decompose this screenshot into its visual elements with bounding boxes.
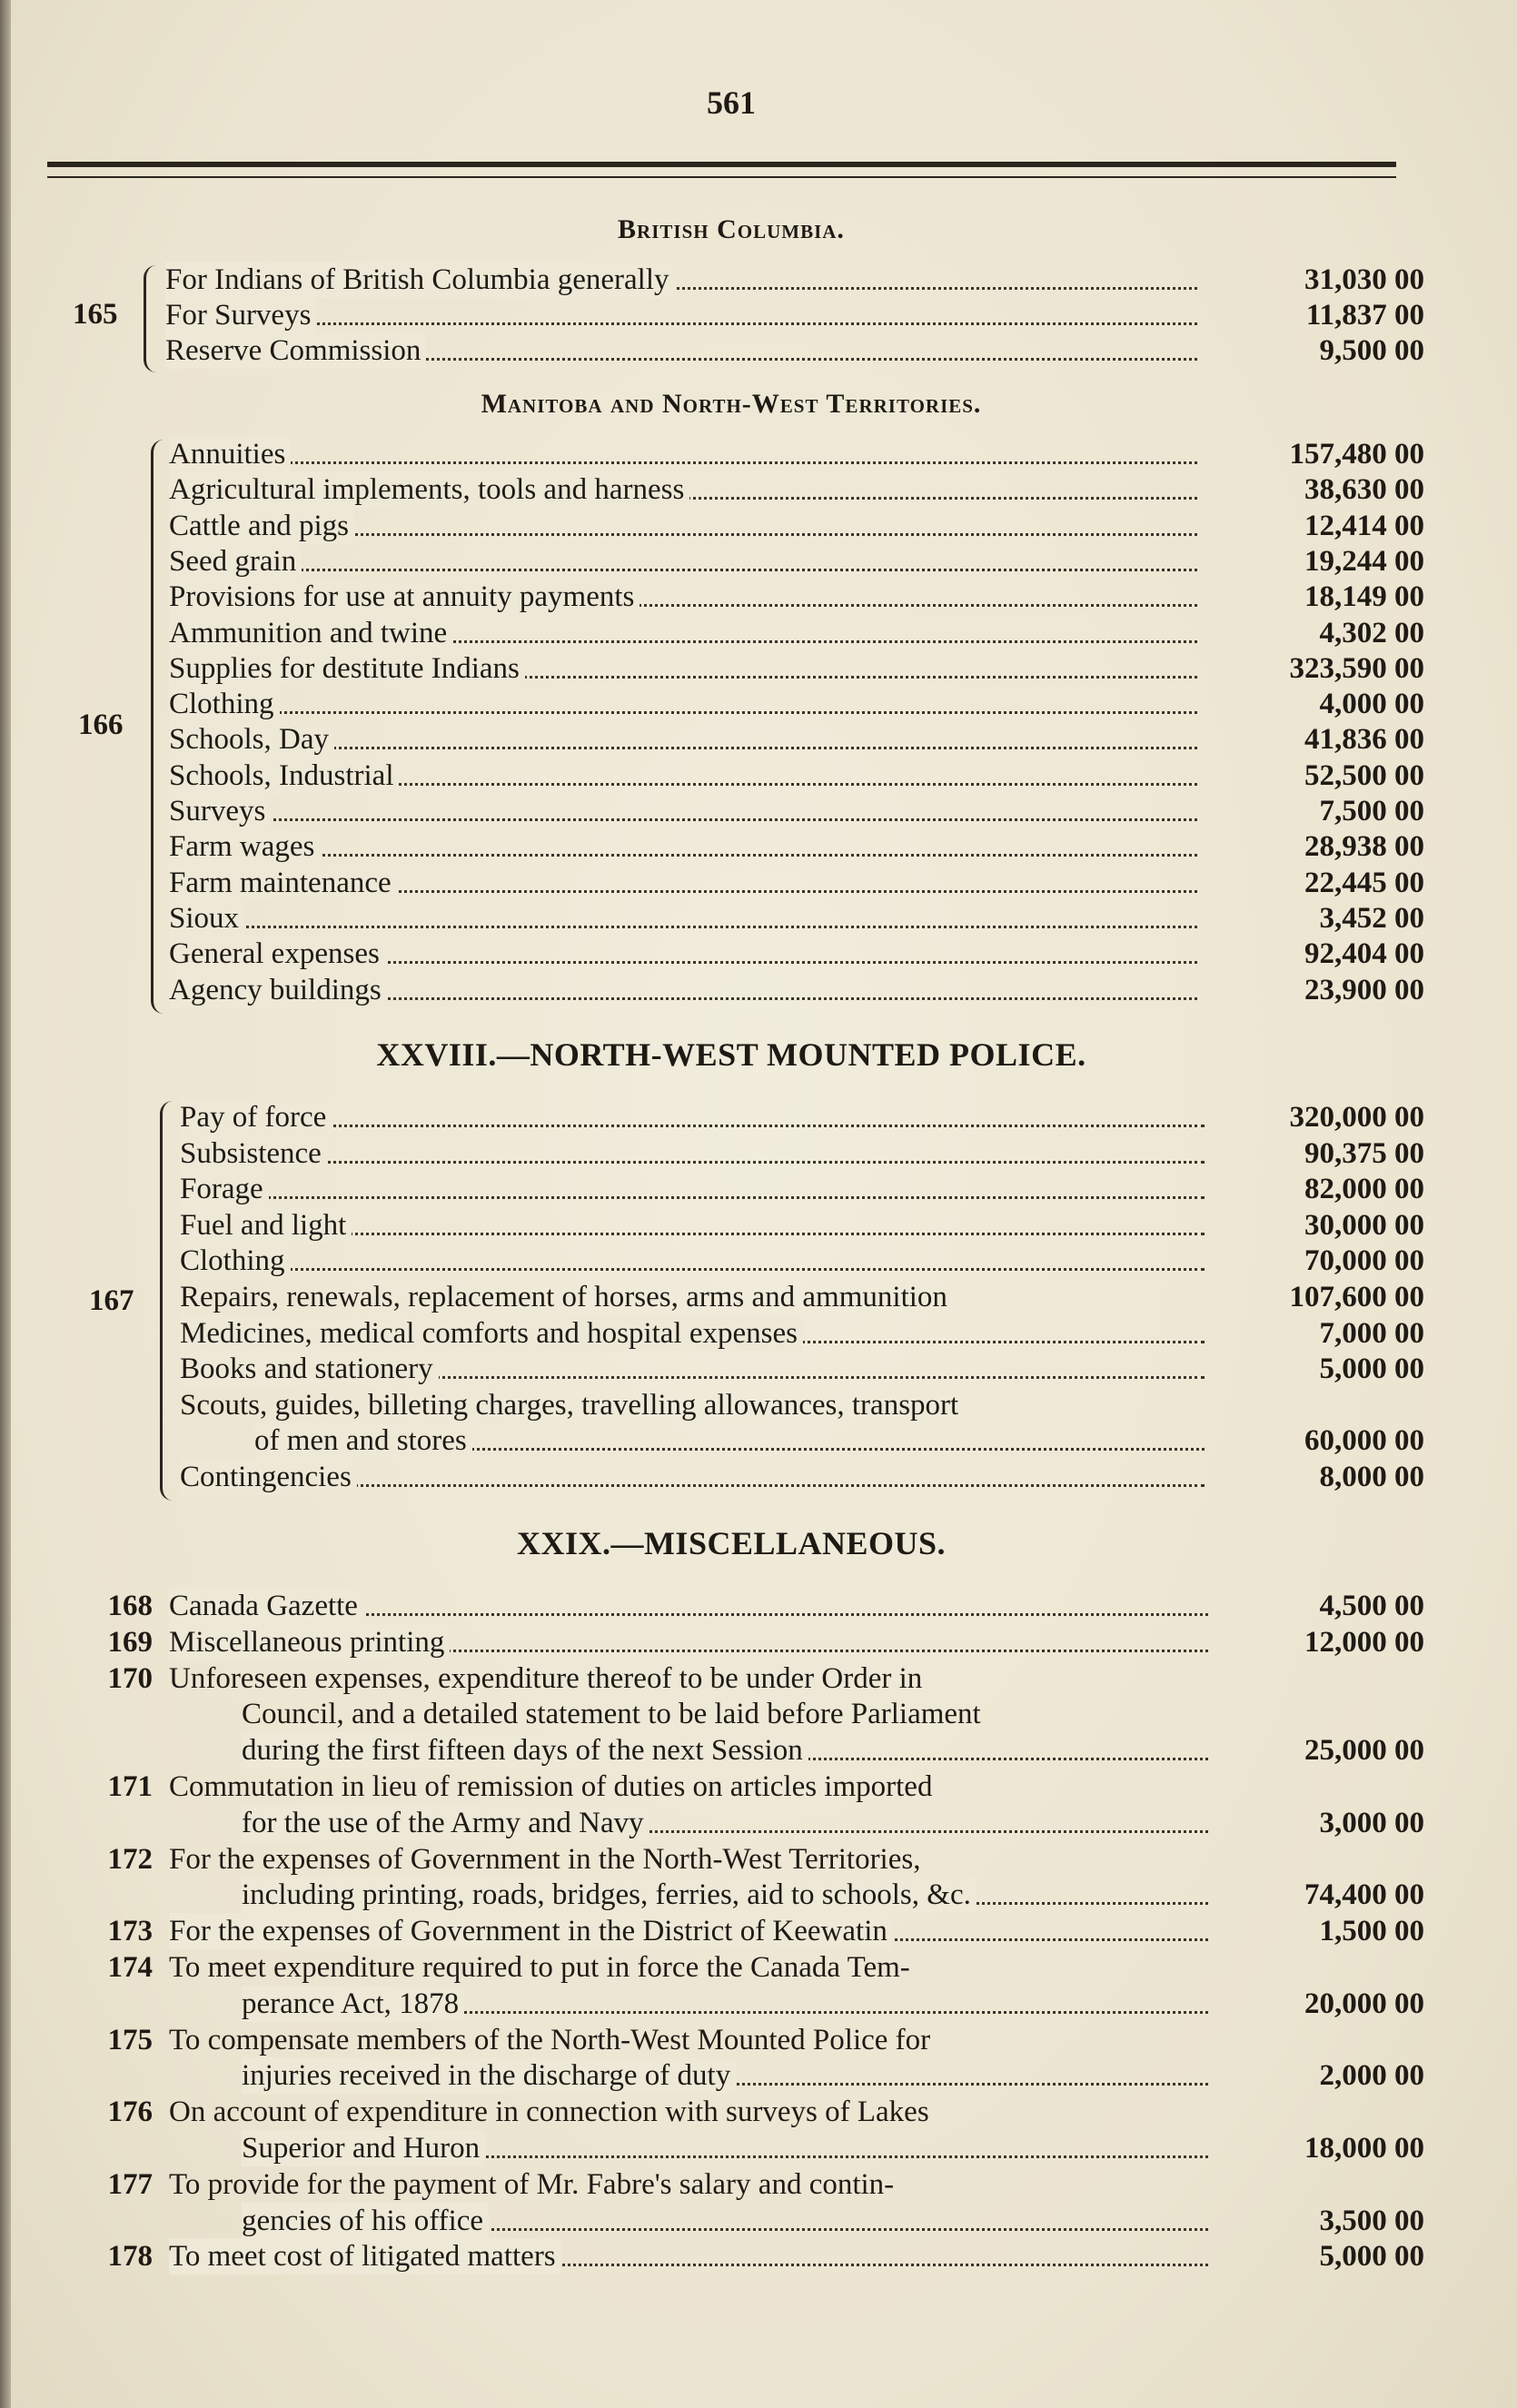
line-item-label: Fuel and light	[180, 1207, 352, 1244]
misc-item-text: To compensate members of the North-West Mounted Police for	[169, 2024, 931, 2056]
book-spine-edge	[0, 0, 11, 2408]
line-item-label: Supplies for destitute Indians	[169, 650, 525, 687]
misc-line-item	[242, 2057, 1208, 2094]
line-item-amount: 82,000 00	[1304, 1173, 1424, 1205]
line-item-label: For Surveys	[165, 297, 316, 333]
line-item-amount: 12,000 00	[1304, 1626, 1424, 1659]
police-line-item	[180, 1315, 1205, 1352]
line-item-amount: 38,630 00	[1304, 473, 1424, 506]
line-item-label-wrap	[180, 1387, 1205, 1423]
line-item-amount: 157,480 00	[1289, 438, 1424, 471]
misc-item-number: 177	[107, 2168, 153, 2201]
line-item-label: Contingencies	[180, 1459, 357, 1495]
police-line-item	[180, 1135, 1205, 1172]
police-line-item	[180, 1243, 1205, 1279]
line-item-label-wrap	[180, 1099, 1205, 1135]
line-item-label: Repairs, renewals, replacement of horses, arms and ammunition	[180, 1281, 947, 1313]
brace-167	[160, 1101, 175, 1501]
misc-item-number: 169	[107, 1626, 153, 1659]
misc-item-text: For the expenses of Government in the North-West Territories,	[169, 1843, 921, 1876]
misc-item-number: 171	[107, 1770, 153, 1803]
misc-item-number: 178	[107, 2240, 153, 2273]
line-item-label: Ammunition and twine	[169, 615, 452, 651]
line-item-amount: 4,302 00	[1319, 617, 1424, 649]
line-item-label-wrap	[169, 508, 1197, 544]
line-item-label: during the first fifteen days of the next Session	[242, 1732, 808, 1769]
police-line-item	[180, 1279, 1205, 1315]
manitoba-line-item	[169, 579, 1197, 615]
line-item-label-wrap	[180, 1459, 1205, 1495]
police-line-item	[180, 1459, 1205, 1495]
police-line-item	[180, 1171, 1205, 1207]
line-item-label-wrap	[242, 2203, 1208, 2239]
misc-line-item	[169, 1588, 1208, 1624]
line-item-label-wrap	[169, 686, 1197, 722]
misc-item-number: 168	[107, 1590, 153, 1622]
line-item-amount: 1,500 00	[1319, 1915, 1424, 1947]
heading-manitoba-nwt: Manitoba and North-West Territories.	[481, 389, 982, 419]
manitoba-line-item	[169, 650, 1197, 687]
line-item-label-wrap	[242, 1877, 1208, 1913]
manitoba-line-item	[169, 436, 1197, 472]
line-item-label: Cattle and pigs	[169, 508, 354, 544]
bc-line-item	[165, 262, 1197, 298]
line-item-label-wrap	[180, 1315, 1205, 1352]
manitoba-line-item	[169, 793, 1197, 829]
manitoba-line-item	[169, 828, 1197, 865]
manitoba-line-item	[169, 865, 1197, 901]
line-item-amount: 11,837 00	[1305, 299, 1424, 332]
manitoba-line-item	[169, 508, 1197, 544]
line-item-label: Surveys	[169, 793, 271, 829]
misc-item-text: To meet expenditure required to put in force the Canada Tem-	[169, 1951, 910, 1984]
vote-number-166: 166	[78, 709, 124, 741]
line-item-label: Clothing	[180, 1243, 291, 1279]
line-item-label-wrap	[169, 758, 1197, 794]
misc-item-number: 170	[107, 1662, 153, 1695]
line-item-amount: 5,000 00	[1319, 2240, 1424, 2273]
line-item-label: injuries received in the discharge of duty	[242, 2057, 736, 2094]
line-item-label: of men and stores	[254, 1422, 472, 1459]
line-item-label-wrap	[169, 2238, 1208, 2274]
misc-line-item	[169, 2238, 1208, 2274]
line-item-label-wrap	[169, 865, 1197, 901]
header-rule-thick	[47, 162, 1396, 167]
line-item-label-wrap	[180, 1207, 1205, 1244]
line-item-label-wrap	[242, 1986, 1208, 2022]
line-item-label-wrap	[169, 1624, 1208, 1660]
line-item-label: To meet cost of litigated matters	[169, 2238, 561, 2274]
vote-number-165: 165	[73, 298, 118, 331]
line-item-amount: 60,000 00	[1304, 1424, 1424, 1457]
line-item-label: perance Act, 1878	[242, 1986, 464, 2022]
line-item-label-wrap	[180, 1135, 1205, 1172]
line-item-amount: 323,590 00	[1289, 652, 1424, 685]
line-item-label: Farm maintenance	[169, 865, 397, 901]
line-item-label-wrap	[180, 1171, 1205, 1207]
line-item-label-wrap	[180, 1243, 1205, 1279]
vote-number-167: 167	[89, 1284, 134, 1317]
line-item-label-wrap	[169, 579, 1197, 615]
line-item-label-wrap	[169, 972, 1197, 1008]
line-item-label-wrap	[169, 615, 1197, 651]
manitoba-line-item	[169, 721, 1197, 758]
line-item-amount: 25,000 00	[1304, 1734, 1424, 1767]
line-item-label-wrap	[180, 1351, 1205, 1387]
line-item-label: Clothing	[169, 686, 280, 722]
manitoba-line-item	[169, 758, 1197, 794]
line-item-amount: 7,000 00	[1319, 1317, 1424, 1350]
line-item-amount: 74,400 00	[1304, 1878, 1424, 1911]
misc-item-number: 174	[107, 1951, 153, 1984]
line-item-label: Books and stationery	[180, 1351, 439, 1387]
misc-item-number: 173	[107, 1915, 153, 1947]
manitoba-line-item	[169, 936, 1197, 972]
line-item-label: Superior and Huron	[242, 2130, 485, 2166]
line-item-label-wrap	[169, 1588, 1208, 1624]
line-item-amount: 9,500 00	[1319, 334, 1424, 367]
header-rule-thin	[47, 176, 1396, 178]
bc-line-item	[165, 332, 1197, 369]
line-item-amount: 52,500 00	[1304, 759, 1424, 792]
line-item-label: Subsistence	[180, 1135, 327, 1172]
line-item-amount: 18,000 00	[1304, 2132, 1424, 2165]
line-item-label-wrap	[180, 1279, 1205, 1315]
line-item-label-wrap	[254, 1422, 1205, 1459]
misc-line-item	[242, 2130, 1208, 2166]
line-item-label: Canada Gazette	[169, 1588, 363, 1624]
line-item-label-wrap	[169, 793, 1197, 829]
heading-mounted-police: XXVIII.—NORTH-WEST MOUNTED POLICE.	[376, 1036, 1086, 1073]
line-item-label-wrap	[169, 543, 1197, 580]
line-item-amount: 20,000 00	[1304, 1987, 1424, 2020]
line-item-amount: 22,445 00	[1304, 867, 1424, 899]
line-item-label: Reserve Commission	[165, 332, 426, 369]
misc-item-text: Commutation in lieu of remission of duties on articles imported	[169, 1770, 933, 1803]
line-item-label: Seed grain	[169, 543, 302, 580]
line-item-amount: 4,500 00	[1319, 1590, 1424, 1622]
line-item-label-wrap	[169, 471, 1197, 508]
line-item-label-wrap	[165, 262, 1197, 298]
line-item-amount: 92,404 00	[1304, 937, 1424, 970]
line-item-label: Agency buildings	[169, 972, 387, 1008]
heading-miscellaneous: XXIX.—MISCELLANEOUS.	[516, 1525, 947, 1561]
line-item-amount: 41,836 00	[1304, 723, 1424, 756]
line-item-label: Miscellaneous printing	[169, 1624, 450, 1660]
line-item-amount: 23,900 00	[1304, 974, 1424, 1006]
line-item-label-wrap	[169, 1913, 1208, 1949]
line-item-amount: 31,030 00	[1304, 263, 1424, 296]
police-line-item	[180, 1099, 1205, 1135]
heading-british-columbia: British Columbia.	[618, 214, 845, 244]
misc-item-text: Council, and a detailed statement to be laid before Parliament	[242, 1698, 981, 1730]
misc-line-item	[169, 1913, 1208, 1949]
line-item-amount: 12,414 00	[1304, 510, 1424, 542]
misc-line-item	[242, 1732, 1208, 1769]
line-item-amount: 2,000 00	[1319, 2059, 1424, 2092]
misc-item-number: 175	[107, 2024, 153, 2056]
misc-item-text: Unforeseen expenses, expenditure thereof to be under Order in	[169, 1662, 923, 1695]
misc-line-item	[242, 1805, 1208, 1841]
line-item-label-wrap	[169, 900, 1197, 936]
line-item-amount: 3,000 00	[1319, 1807, 1424, 1839]
line-item-amount: 7,500 00	[1319, 795, 1424, 827]
line-item-label: Forage	[180, 1171, 269, 1207]
line-item-label: Scouts, guides, billeting charges, travelling allowances, transport	[180, 1389, 959, 1422]
line-item-label: General expenses	[169, 936, 385, 972]
misc-item-number: 176	[107, 2096, 153, 2128]
line-item-amount: 30,000 00	[1304, 1209, 1424, 1242]
police-line-item	[180, 1387, 1205, 1423]
line-item-label-wrap	[242, 1805, 1208, 1841]
line-item-amount: 5,000 00	[1319, 1353, 1424, 1385]
misc-line-item	[242, 1877, 1208, 1913]
line-item-amount: 28,938 00	[1304, 830, 1424, 863]
line-item-label: gencies of his office	[242, 2203, 489, 2239]
line-item-amount: 90,375 00	[1304, 1137, 1424, 1170]
manitoba-line-item	[169, 543, 1197, 580]
line-item-label-wrap	[169, 828, 1197, 865]
line-item-amount: 3,500 00	[1319, 2205, 1424, 2237]
misc-line-item	[242, 2203, 1208, 2239]
line-item-label: Schools, Industrial	[169, 758, 399, 794]
line-item-amount: 4,000 00	[1319, 688, 1424, 720]
misc-item-number: 172	[107, 1843, 153, 1876]
line-item-amount: 19,244 00	[1304, 545, 1424, 578]
brace-165	[144, 265, 159, 372]
line-item-amount: 3,452 00	[1319, 902, 1424, 935]
manitoba-line-item	[169, 972, 1197, 1008]
line-item-label: Farm wages	[169, 828, 320, 865]
line-item-label-wrap	[165, 332, 1197, 369]
line-item-label: Provisions for use at annuity payments	[169, 579, 640, 615]
line-item-label: Medicines, medical comforts and hospital expenses	[180, 1315, 803, 1352]
misc-item-text: On account of expenditure in connection with surveys of Lakes	[169, 2096, 929, 2128]
line-item-label-wrap	[165, 297, 1197, 333]
bc-line-item	[165, 297, 1197, 333]
manitoba-line-item	[169, 615, 1197, 651]
line-item-label: For Indians of British Columbia generally	[165, 262, 675, 298]
line-item-label-wrap	[242, 1732, 1208, 1769]
line-item-label-wrap	[242, 2130, 1208, 2166]
police-line-item	[254, 1422, 1205, 1459]
line-item-label: Annuities	[169, 436, 291, 472]
line-item-amount: 8,000 00	[1319, 1461, 1424, 1493]
misc-line-item	[169, 1624, 1208, 1660]
manitoba-line-item	[169, 900, 1197, 936]
misc-item-text: To provide for the payment of Mr. Fabre's salary and contin-	[169, 2168, 895, 2201]
line-item-label-wrap	[169, 650, 1197, 687]
line-item-label-wrap	[169, 721, 1197, 758]
line-item-label: Agricultural implements, tools and harness	[169, 471, 689, 508]
line-item-label: Pay of force	[180, 1099, 332, 1135]
line-item-amount: 70,000 00	[1304, 1244, 1424, 1277]
brace-166	[151, 440, 166, 1014]
line-item-label: including printing, roads, bridges, ferries, aid to schools, &c.	[242, 1877, 977, 1913]
line-item-amount: 107,600 00	[1289, 1281, 1424, 1313]
line-item-label: Sioux	[169, 900, 244, 936]
line-item-label-wrap	[242, 2057, 1208, 2094]
misc-line-item	[242, 1986, 1208, 2022]
page-number: 561	[707, 84, 756, 121]
line-item-amount: 320,000 00	[1289, 1101, 1424, 1134]
line-item-label: Schools, Day	[169, 721, 334, 758]
manitoba-line-item	[169, 686, 1197, 722]
line-item-amount: 18,149 00	[1304, 580, 1424, 613]
line-item-label-wrap	[169, 936, 1197, 972]
manitoba-line-item	[169, 471, 1197, 508]
line-item-label: for the use of the Army and Navy	[242, 1805, 649, 1841]
police-line-item	[180, 1351, 1205, 1387]
line-item-label-wrap	[169, 436, 1197, 472]
police-line-item	[180, 1207, 1205, 1244]
line-item-label: For the expenses of Government in the District of Keewatin	[169, 1913, 893, 1949]
